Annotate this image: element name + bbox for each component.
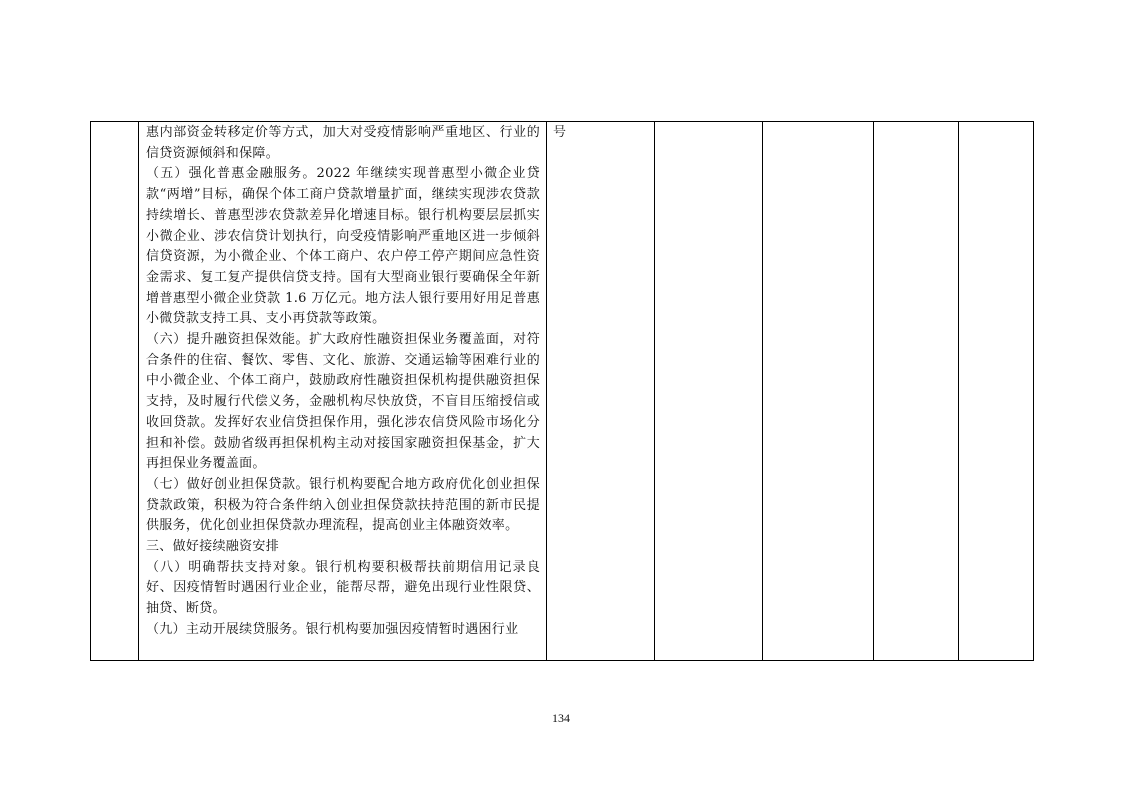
document-number-text: 号 <box>553 125 567 140</box>
paragraph: （五）强化普惠金融服务。2022 年继续实现普惠型小微企业贷款“两增”目标，确保个体工商户贷款增量扩面，继续实现涉农贷款持续增长、普惠型涉农贷款差异化增速目标。银行机构要层层抓实小微企业、涉农信贷计划执行，向受疫情影响严重地区进一步倾斜信贷资源，为小微企业、个体工商户、农户停工停产期间应急性资金需求、复工复产提供信贷支持。国有大型商业银行要确保全年新增普惠型小微企业贷款 1.6 万亿元。地方法人银行要用好用足普惠小微贷款支持工具、支小再贷款等政策。 <box>146 166 540 327</box>
empty-cell <box>655 122 763 661</box>
index-cell <box>91 122 139 661</box>
paragraph: （八）明确帮扶支持对象。银行机构要积极帮扶前期信用记录良好、因疫情暂时遇困行业企业，能帮尽帮，避免出现行业性限贷、抽贷、断贷。 <box>146 559 540 617</box>
section-heading: 三、做好接续融资安排 <box>146 539 280 555</box>
paragraph: 惠内部资金转移定价等方式，加大对受疫情影响严重地区、行业的信贷资源倾斜和保障。 <box>146 125 540 161</box>
paragraph: （六）提升融资担保效能。扩大政府性融资担保业务覆盖面，对符合条件的住宿、餐饮、零售、文化、旅游、交通运输等困难行业的中小微企业、个体工商户，鼓励政府性融资担保机构提供融资担保支持，及时履行代偿义务，金融机构尽快放贷，不盲目压缩授信或收回贷款。发挥好农业信贷担保作用，强化涉农信贷风险市场化分担和补偿。鼓励省级再担保机构主动对接国家融资担保基金，扩大再担保业务覆盖面。 <box>146 332 540 472</box>
content-cell <box>139 122 547 661</box>
policy-table <box>90 121 1034 661</box>
table-row <box>91 122 1034 661</box>
empty-cell <box>959 122 1034 661</box>
paragraph: （七）做好创业担保贷款。银行机构要配合地方政府优化创业担保贷款政策，积极为符合条件纳入创业担保贷款扶持范围的新市民提供服务，优化创业担保贷款办理流程，提高创业主体融资效率。 <box>146 476 540 534</box>
empty-cell <box>874 122 959 661</box>
paragraph: （九）主动开展续贷服务。银行机构要加强因疫情暂时遇困行业 <box>146 621 519 637</box>
content-text <box>139 122 546 641</box>
page-number: 134 <box>552 711 570 725</box>
document-number-cell <box>547 122 655 661</box>
empty-cell <box>763 122 874 661</box>
